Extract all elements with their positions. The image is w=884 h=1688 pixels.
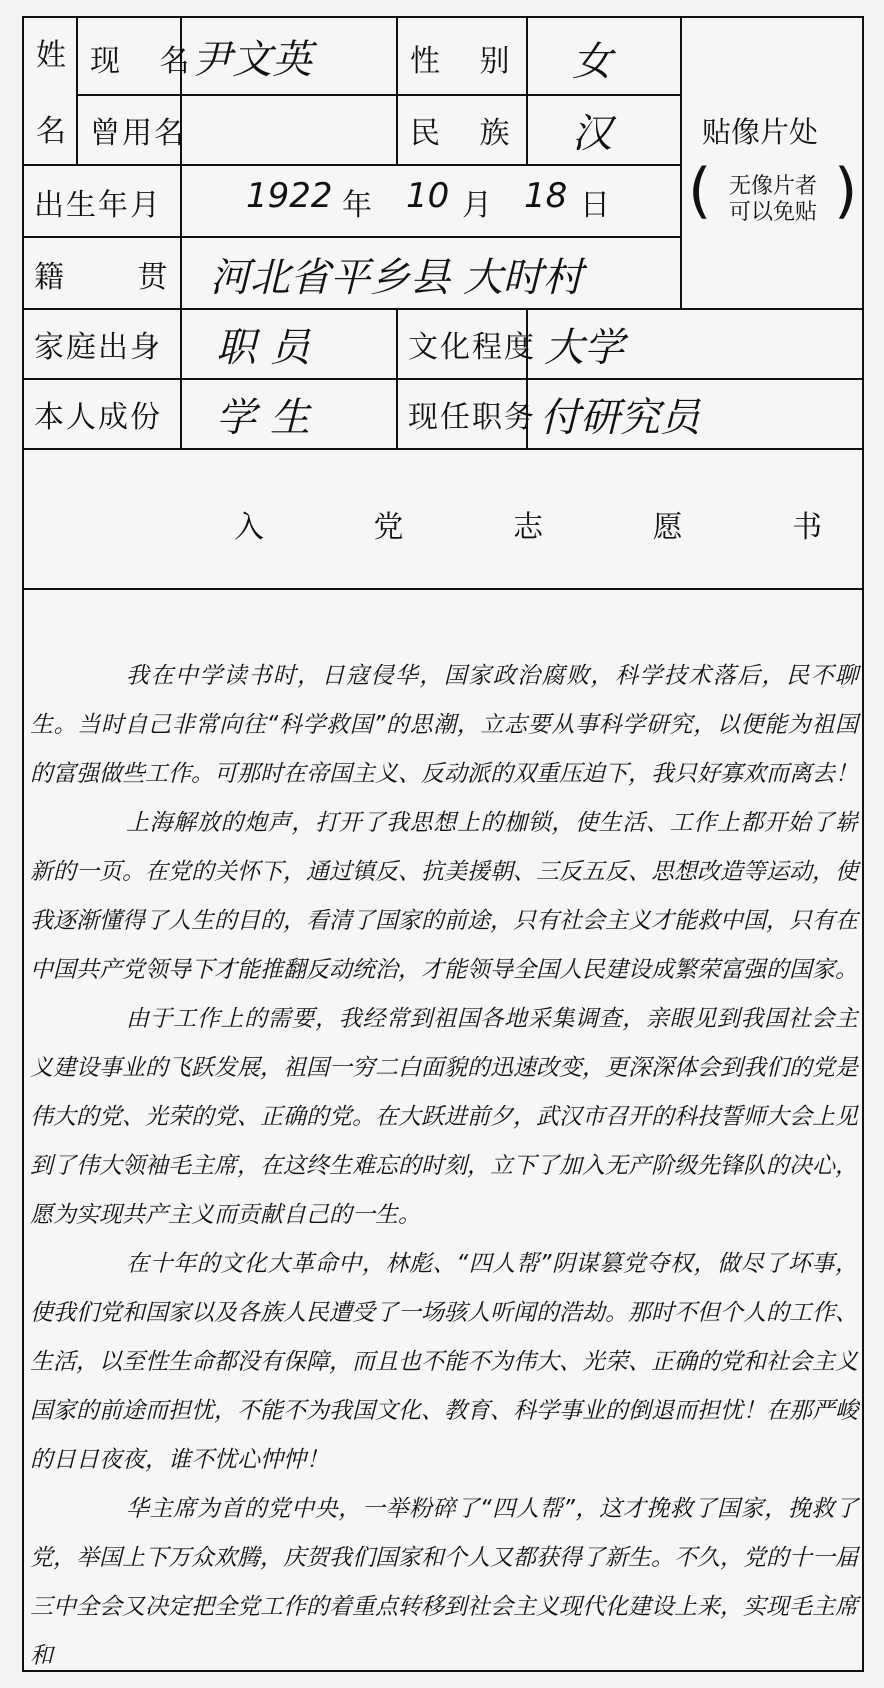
name-group-top: 姓 (36, 38, 68, 73)
sex-value: 女 (572, 39, 612, 85)
rule-photo (680, 18, 682, 310)
rule-col-mid (396, 18, 398, 166)
photo-note-line2: 可以免贴 (728, 200, 817, 225)
sex-label: 性 别 (410, 44, 512, 79)
birth-day: 18 (524, 176, 568, 216)
current-post-label: 现任职务 (408, 400, 536, 435)
photo-note-line1: 无像片者 (728, 174, 817, 199)
rule-row4 (24, 308, 862, 310)
current-name-value: 尹文英 (192, 37, 312, 83)
letter-paragraph: 由于工作上的需要，我经常到祖国各地采集调查，亲眼见到我国社会主义建设事业的飞跃发展，祖国一穷二白面貌的迅速改变，更深深体会到我们的党是伟大的党、光荣的党、正确的党。在大跃进前夕，武汉市召开的科技誓师大会上见到了伟大领袖毛主席，在这终生难忘的时刻，立下了加入无产阶级先锋队的决心，愿为实现共产主义而贡献自己的一生。 (30, 1006, 858, 1228)
rule-col-mid2 (396, 308, 398, 450)
rule-row5 (24, 378, 862, 380)
rule-row6 (24, 448, 862, 450)
personal-status-label: 本人成份 (34, 400, 162, 435)
birth-month-unit: 月 (462, 188, 494, 223)
rule-name-group (76, 18, 78, 166)
rule-row2 (24, 164, 682, 166)
paren-left-icon: ( (688, 156, 712, 226)
photo-note-text (712, 174, 834, 226)
letter-paragraph: 上海解放的炮声，打开了我思想上的枷锁，使生活、工作上都开始了崭新的一页。在党的关怀下，通过镇反、抗美援朝、三反五反、思想改造等运动，使我逐渐懂得了人生的目的，看清了国家的前途，只有社会主义才能救中国，只有在中国共产党领导下才能推翻反动统治，才能领导全国人民建设成繁荣富强的国家。 (30, 810, 858, 983)
rule-col-mid-label (526, 18, 528, 166)
rule-row1 (76, 94, 682, 96)
personal-status-value: 学生 (216, 395, 324, 441)
ethnicity-label: 民 族 (410, 116, 512, 151)
birth-day-unit: 日 (580, 188, 612, 223)
letter-paragraph: 华主席为首的党中央，一举粉碎了“四人帮”，这才挽救了国家，挽救了党，举国上下万众欢腾，庆贺我们国家和个人又都获得了新生。不久，党的十一届三中全会又决定把全党工作的着重点转移到社会主义现代化建设上来，实现毛主席和 (30, 1496, 858, 1669)
former-name-label: 曾用名 (90, 116, 186, 151)
document-title: 入 党 志 愿 书 (234, 510, 853, 545)
native-place-value: 河北省平乡县 大时村 (210, 255, 583, 301)
ethnicity-value: 汉 (572, 111, 612, 157)
paren-right-icon: ) (834, 156, 858, 226)
current-post-value: 付研究员 (540, 395, 700, 441)
rule-row3 (24, 236, 682, 238)
birth-label: 出生年月 (34, 188, 162, 223)
family-origin-value: 职员 (216, 325, 324, 371)
rule-col-label (180, 18, 182, 450)
family-origin-label: 家庭出身 (34, 330, 162, 365)
letter-paragraph: 在十年的文化大革命中，林彪、“四人帮”阴谋篡党夺权，做尽了坏事，使我们党和国家以及各族人民遭受了一场骇人听闻的浩劫。那时不但个人的工作、生活，以至性生命都没有保障，而且也不能不为伟大、光荣、正确的党和社会主义国家的前途而担忧，不能不为我国文化、教育、科学事业的倒退而担忧！在那严峻的日日夜夜，谁不忧心忡忡！ (30, 1251, 858, 1473)
birth-year-unit: 年 (342, 188, 374, 223)
current-name-label: 现 名 (90, 44, 192, 79)
education-value: 大学 (544, 325, 624, 371)
name-group-bottom: 名 (36, 114, 68, 149)
rule-title-bottom (24, 588, 862, 590)
photo-label: 贴像片处 (702, 115, 819, 149)
birth-year: 1922 (246, 176, 333, 216)
native-place-label: 籍 贯 (34, 260, 170, 295)
birth-month: 10 (406, 176, 450, 216)
handwritten-letter (30, 652, 858, 1681)
education-label: 文化程度 (408, 330, 536, 365)
letter-paragraph: 我在中学读书时，日寇侵华，国家政治腐败，科学技术落后，民不聊生。当时自己非常向往“科学救国”的思潮，立志要从事科学研究，以便能为祖国的富强做些工作。可那时在帝国主义、反动派的双重压迫下，我只好寡欢而离去！ (30, 663, 858, 787)
photo-note (684, 156, 862, 230)
